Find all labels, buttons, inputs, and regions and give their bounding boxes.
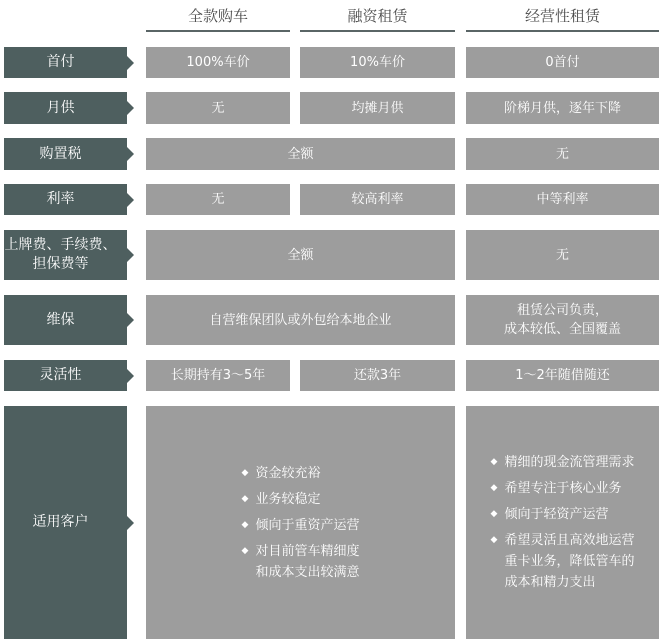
row-label-fees (4, 230, 127, 280)
cell-down-finance: 10%车价 (300, 47, 455, 78)
header-full-purchase: 全款购车 (146, 0, 290, 32)
row-label-fees-line-2: 担保费等 (32, 256, 89, 272)
cell-monthly-finance: 均摊月供 (300, 92, 455, 124)
cell-down-operating: 0首付 (466, 47, 659, 78)
cell-down-full: 100%车价 (146, 47, 290, 78)
list-item: ◆ 希望灵活且高效地运营 重卡业务，降低管车的 成本和精力支出 (490, 530, 634, 593)
cell-clients-full-finance (146, 406, 455, 639)
list-item: ◆ 资金较充裕 (241, 463, 359, 484)
list-item: ◆ 希望专注于核心业务 (490, 478, 634, 499)
row-label-flexibility: 灵活性 (4, 360, 127, 391)
row-label-maintenance: 维保 (4, 295, 127, 345)
row-label-target-clients: 适用客户 (4, 406, 127, 639)
cell-tax-operating: 无 (466, 138, 659, 170)
cell-monthly-full: 无 (146, 92, 290, 124)
clients-full-finance-list (241, 458, 359, 588)
list-item: ◆ 精细的现金流管理需求 (490, 452, 634, 473)
cell-rate-operating: 中等利率 (466, 184, 659, 215)
cell-maint-operating (466, 295, 659, 345)
cell-fees-operating: 无 (466, 230, 659, 280)
cell-rate-finance: 较高利率 (300, 184, 455, 215)
cell-fees-full-finance: 全额 (146, 230, 455, 280)
list-item: ◆ 业务较稳定 (241, 489, 359, 510)
cell-tax-full-finance: 全额 (146, 138, 455, 170)
cell-rate-full: 无 (146, 184, 290, 215)
clients-operating-list (490, 447, 634, 598)
cell-monthly-operating: 阶梯月供，逐年下降 (466, 92, 659, 124)
cell-maint-operating-line-2: 成本较低、全国覆盖 (503, 322, 621, 337)
cell-flex-full: 长期持有3～5年 (146, 360, 290, 391)
list-item: ◆ 倾向于重资产运营 (241, 515, 359, 536)
cell-clients-operating (466, 406, 659, 639)
row-label-purchase-tax: 购置税 (4, 138, 127, 170)
header-finance-lease: 融资租赁 (300, 0, 455, 32)
list-item: ◆ 倾向于轻资产运营 (490, 504, 634, 525)
cell-flex-operating: 1～2年随借随还 (466, 360, 659, 391)
list-item: ◆ 对目前管车精细度 和成本支出较满意 (241, 541, 359, 583)
cell-maint-operating-line-1: 租赁公司负责， (516, 303, 608, 318)
row-label-monthly: 月供 (4, 92, 127, 124)
row-label-fees-line-1: 上牌费、手续费、 (4, 237, 117, 253)
row-label-interest-rate: 利率 (4, 184, 127, 215)
cell-maint-full-finance: 自营维保团队或外包给本地企业 (146, 295, 455, 345)
cell-flex-finance: 还款3年 (300, 360, 455, 391)
header-operating-lease: 经营性租赁 (466, 0, 659, 32)
row-label-down-payment: 首付 (4, 47, 127, 78)
